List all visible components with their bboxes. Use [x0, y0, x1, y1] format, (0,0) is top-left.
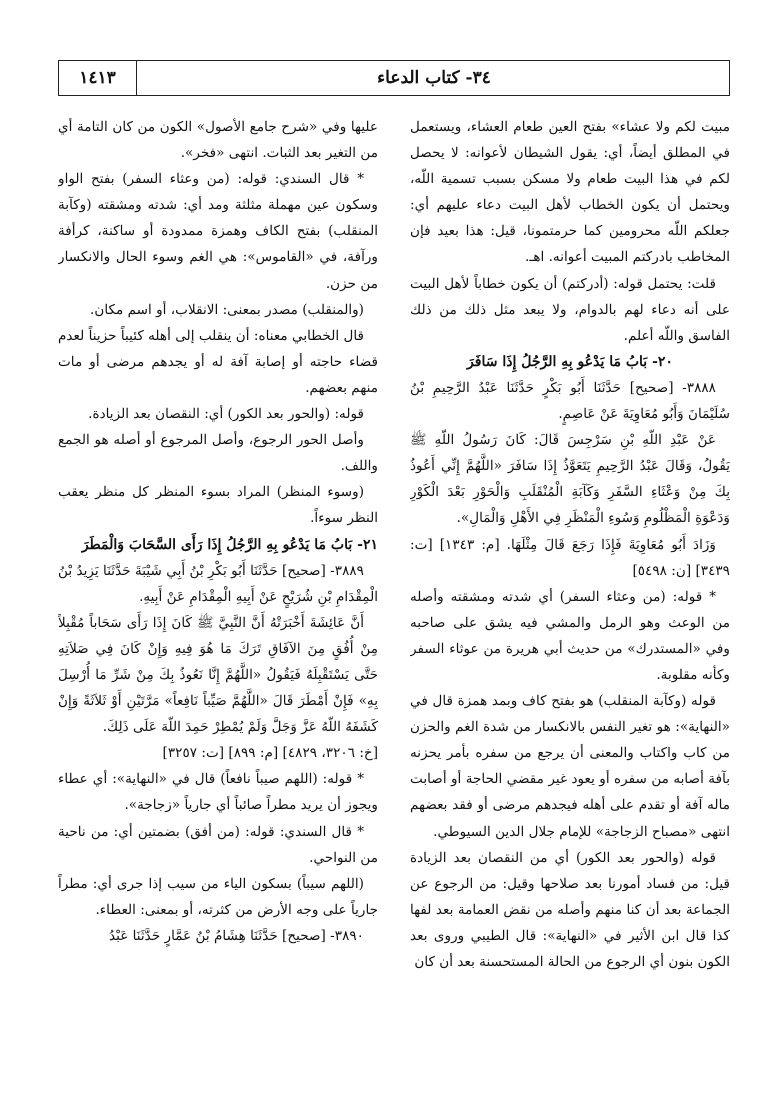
- hadith-3889-refs: [خ: ٣٢٠٦، ٤٨٢٩] [م: ٨٩٩] [ت: ٣٢٥٧]: [162, 745, 378, 762]
- chapter-heading-20: ٢٠- بَابُ مَا يَدْعُو بِهِ الرَّجُلُ إِذَا سَافَرَ: [467, 353, 673, 370]
- hadith-3888-chain: ٣٨٨٨- [صحيح] حَدَّثَنَا أَبُو بَكْرٍ حَدَّثَنَا عَبْدُ الرَّحِيمِ بْنُ سُلَيْمَانَ وَأَبُو مُعَاوِيَةَ عَنْ عَاصِمٍ.: [410, 379, 730, 423]
- left-column: [58, 114, 378, 1094]
- commentary-paragraph: مبيت لكم ولا عشاء» بفتح العين طعام العشاء، ويستعمل في المطلق أيضاً، أي: يقول الشيطان لأعوانه: لا يحصل لكم في هذا البيت طعام ولا مسكن بسبب تسمية اللّه، ويحتمل أن يكون الخطاب لأهل البيت دعاء عليهم أي: جعلكم اللّه محرومين كما حرمتمونا، قيل: هذا بعيد فإن المخاطب بادركتم المبيت أعوانه. اهـ.: [410, 119, 730, 266]
- commentary-paragraph: قوله (وكآبة المنقلب) هو بفتح كاف وبمد همزة قال في «النهاية»: هو تغير النفس بالانكسار من شدة الغم والحزن من كاب واكتاب والمعنى أن يرجع من سفره بأمر يحزنه بآفة أصابه من سفره أو يعود غير مقضي الحاجة أو أصابت ماله آفة أو تقدم على أهله فيجدهم مرضى أو فقد بعضهم انتهى «مصباح الزجاجة» للإمام جلال الدين السيوطي.: [410, 693, 730, 840]
- chapter-heading-21: ٢١- بَابُ مَا يَدْعُو بِهِ الرَّجُلُ إِذَا رَأَى السَّحَابَ وَالْمَطَرَ: [81, 536, 378, 553]
- commentary-paragraph: * قوله: (اللهم صيباً نافعاً) قال في «النهاية»: أي عطاء ويجوز أن يريد مطراً صائباً أي جارياً «زجاجة».: [58, 771, 378, 814]
- commentary-paragraph: عليها وفي «شرح جامع الأصول» الكون من كان التامة أي من التغير بعد الثبات. انتهى «فخر».: [58, 119, 378, 162]
- hadith-3889-chain: ٣٨٨٩- [صحيح] حَدَّثَنَا أَبُو بَكْرِ بْنُ أَبِي شَيْبَةَ حَدَّثَنَا يَزِيدُ بْنُ الْمِقْدَامِ بْنِ شُرَيْحٍ عَنْ أَبِيهِ الْمِقْدَامِ عَنْ أَبِيهِ.: [58, 562, 378, 605]
- chapter-title: ٣٤- كتاب الدعاء: [377, 68, 491, 88]
- commentary-paragraph: * قال السندي: قوله: (من وعثاء السفر) بفتح الواو وسكون عين مهملة مثلثة ومد أي: شدته ومشقته (وكآبة المنقلب) بفتح الكاف وهمزة ممدودة أو ساكنة، كرأفة ورآفة، في «القاموس»: هي الغم وسوء الحال والانكسار من حزن.: [58, 171, 378, 292]
- commentary-paragraph: (اللهم سيباً) بسكون الياء من سيب إذا جرى أي: مطراً جارياً على وجه الأرض من كثرته، أو بمعنى: العطاء.: [58, 875, 378, 918]
- hadith-3888-text: عَنْ عَبْدِ اللّهِ بْنِ سَرْجِسَ قَالَ: كَانَ رَسُولُ اللّهِ ﷺ يَقُولُ، وَقَالَ عَبْدُ الرَّحِيمِ يَتَعَوَّذُ إِذَا سَافَرَ «اللَّهُمَّ إِنِّي أَعُوذُ بِكَ مِنْ وَعْثَاءِ السَّفَرِ وَكَآبَةِ الْمُنْقَلَبِ وَالْحَوْرِ بَعْدَ الْكَوْرِ وَدَعْوَةِ الْمَظْلُومِ وَسُوءِ الْمَنْظَرِ فِي الأَهْلِ وَالْمَالِ».: [410, 432, 730, 527]
- commentary-paragraph: (والمنقلب) مصدر بمعنى: الانقلاب، أو اسم مكان.: [90, 301, 364, 318]
- page-header: [58, 60, 730, 96]
- commentary-paragraph: وأصل الحور الرجوع، وأصل المرجوع أو أصله هو الجمع واللف.: [58, 432, 378, 475]
- commentary-paragraph: * قال السندي: قوله: (من أفق) بضمتين أي: من ناحية من النواحي.: [58, 823, 378, 866]
- commentary-paragraph: (وسوء المنظر) المراد بسوء المنظر كل منظر يعقب النظر سوءاً.: [58, 484, 378, 527]
- commentary-paragraph: * قوله: (من وعثاء السفر) أي شدته ومشقته وأصله من الوعث وهو الرمل والمشي فيه يشق على صاحبه وفي «المستدرك» من حديث أبي هريرة من عوثاء السفر وكأنه مقلوبة.: [410, 588, 730, 683]
- commentary-paragraph: قوله: (والحور بعد الكور) أي: النقصان بعد الزيادة.: [88, 406, 364, 423]
- commentary-paragraph: قال الخطابي معناه: أن ينقلب إلى أهله كئيباً حزيناً لعدم قضاء حاجته أو إصابة آفة له أو يجدهم مرضى أو مات منهم بعضهم.: [58, 327, 378, 396]
- commentary-paragraph: قلت: يحتمل قوله: (أدركتم) أن يكون خطاباً لأهل البيت على أنه دعاء لهم بالدوام، ولا يبعد مثل ذلك من ذلك الفاسق واللّه أعلم.: [410, 275, 730, 344]
- commentary-paragraph: قوله (والحور بعد الكور) أي من النقصان بعد الزيادة قيل: من فساد أمورنا بعد صلاحها وقيل: من الرجوع عن الجماعة بعد أن كنا منهم وأصله من نقض العمامة بعد لفها كذا قال ابن الأثير في «النهاية»: قال الطيبي وروى بعد الكون بنون أي الرجوع من الحالة المستحسنة بعد أن كان: [410, 849, 730, 970]
- right-column: [410, 114, 730, 1094]
- hadith-3889-text: أَنَّ عَائِشَةَ أَخْبَرَتْهُ أَنَّ النَّبِيَّ ﷺ كَانَ إِذَا رَأَى سَحَاباً مُقْبِلاً مِنْ أُفُقٍ مِنَ الآفَاقِ تَرَكَ مَا هُوَ فِيهِ وَإِنْ كَانَ فِي صَلاَتِهِ حَتَّى يَسْتَقْبِلَهُ فَيَقُولُ «اللَّهُمَّ إِنَّا نَعُوذُ بِكَ مِنْ شَرِّ مَا أُرْسِلَ بِهِ» فَإِنْ أَمْطَرَ قَالَ «اللَّهُمَّ صَيِّباً نَافِعاً» مَرَّتَيْنِ أَوْ ثَلاَثَةً وَإِنْ كَشَفَهُ اللّهُ عَزَّ وَجَلَّ وَلَمْ يُمْطِرْ حَمِدَ اللّهَ عَلَى ذَلِكَ.: [58, 614, 378, 736]
- hadith-3888-refs: وَزَادَ أَبُو مُعَاوِيَةَ فَإِذَا رَجَعَ قَالَ مِثْلَهَا. [م: ١٣٤٣] [ت: ٣٤٣٩] [ن: ٥٤٩٨]: [410, 536, 730, 579]
- hadith-3890-chain: ٣٨٩٠- [صحيح] حَدَّثَنَا هِشَامُ بْنُ عَمَّارٍ حَدَّثَنَا عَبْدُ: [108, 927, 364, 944]
- page-number: ١٤١٣: [59, 61, 137, 95]
